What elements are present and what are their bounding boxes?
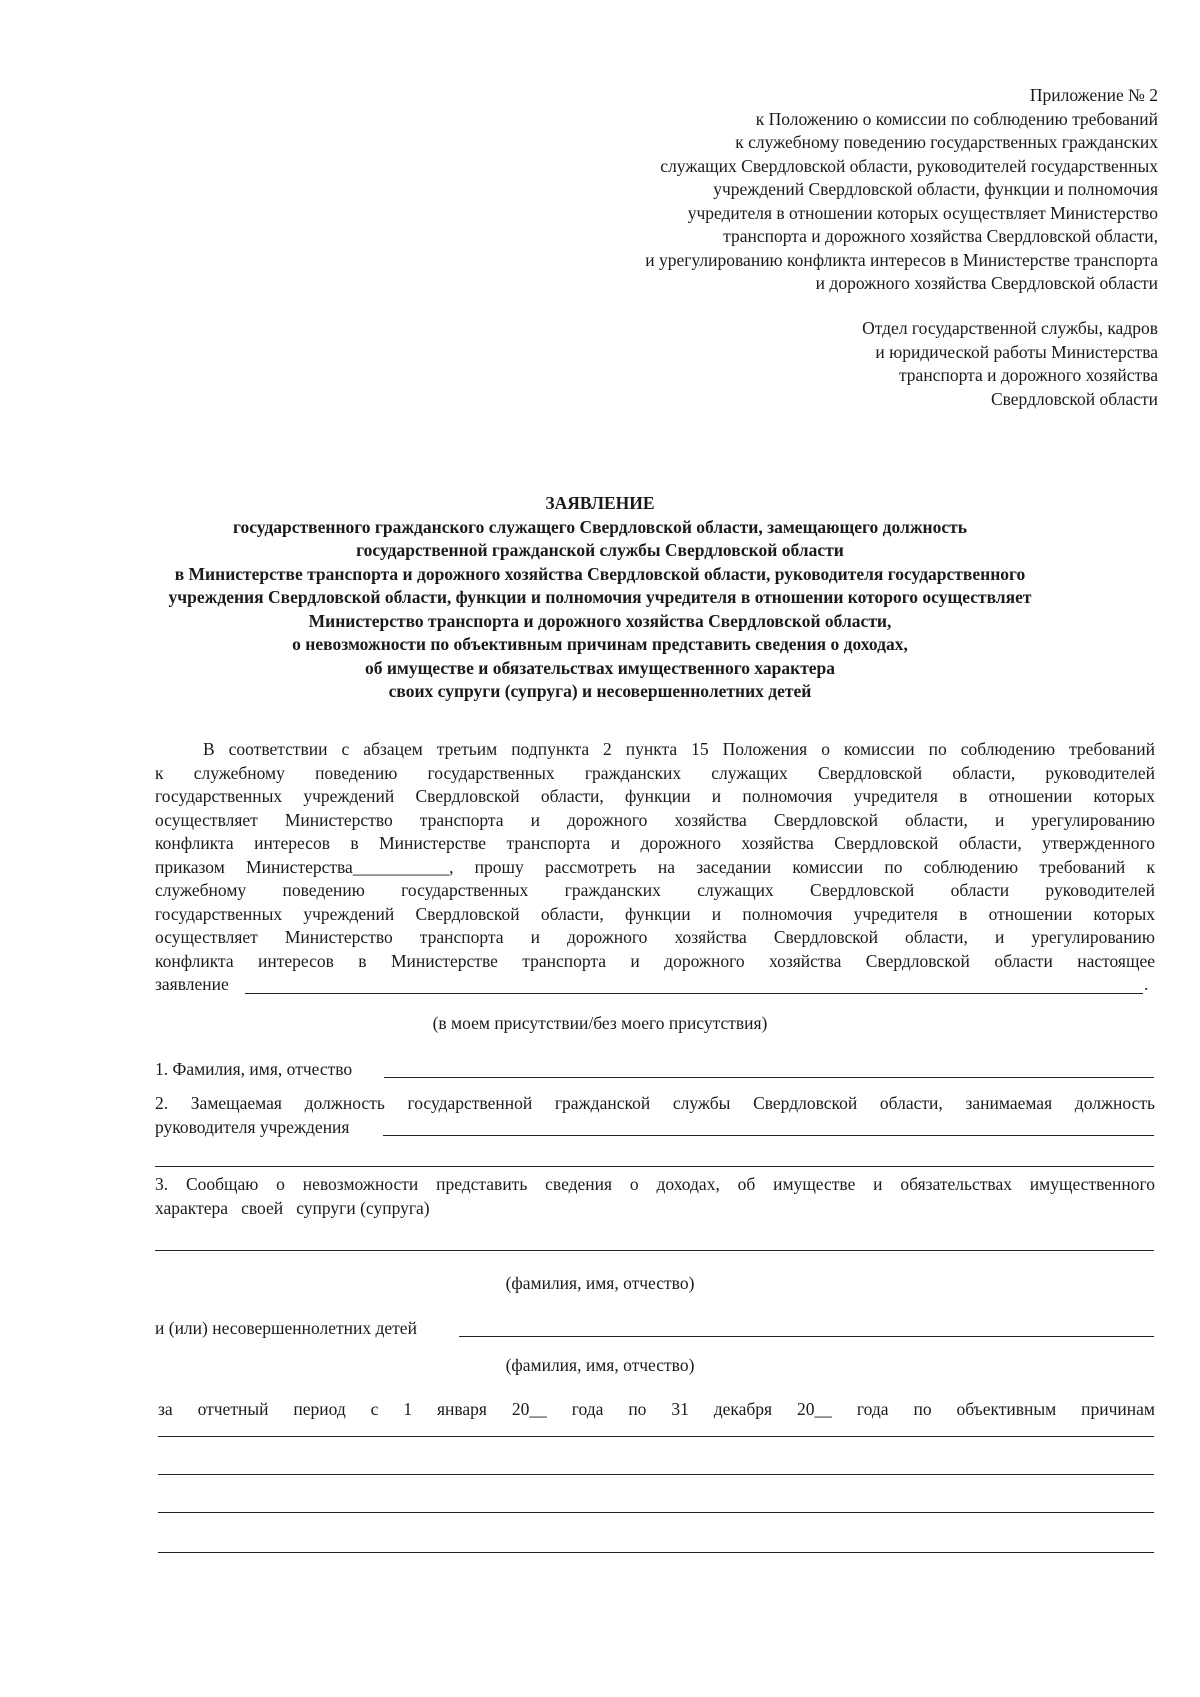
title-heading: ЗАЯВЛЕНИЕ [545,493,655,513]
period-word: причинам [1081,1399,1155,1419]
item1-label: 1. Фамилия, имя, отчество [155,1059,353,1079]
appendix-line: транспорта и дорожного хозяйства Свердловской области, [723,226,1158,246]
appendix-line: и дорожного хозяйства Свердловской области [815,273,1158,293]
presence-caption: (в моем присутствии/без моего присутствия) [432,1013,768,1033]
addressee-line: Свердловской области [990,388,1158,409]
period-word: по [913,1399,932,1419]
body-line: конфликта интересов в Министерстве транспорта и дорожного хозяйства Свердловской области, утвержденного [155,833,1155,853]
body-line: приказом Министерства___________, прошу рассмотреть на заседании комиссии по соблюдению требований к [155,856,1155,877]
addressee-line: Отдел государственной службы, кадров [862,318,1158,338]
children-label: и (или) несовершеннолетних детей [155,1318,417,1338]
presence-choice-field[interactable] [245,993,1143,994]
period-word: декабря [713,1399,773,1419]
addressee-block [862,317,1158,411]
period-word: за [158,1399,173,1419]
body-line: к служебному поведению государственных гражданских служащих Свердловской области, руководителей [155,762,1155,783]
period-word: года [856,1399,889,1419]
reasons-line[interactable] [158,1552,1154,1553]
period-word: отчетный [197,1399,269,1419]
children-name-field[interactable] [459,1336,1154,1337]
statement-label: заявление [155,974,229,994]
title-line: в Министерстве транспорта и дорожного хозяйства Свердловской области, руководителя государственного [174,563,1026,584]
period-word: 31 [671,1399,689,1419]
item2-line1 [155,1092,1155,1116]
period-start-year[interactable]: 20__ [511,1399,547,1419]
title-line: своих супруги (супруга) и несовершеннолетних детей [388,681,812,701]
period-end-year[interactable]: 20__ [797,1399,832,1419]
appendix-line: к служебному поведению государственных гражданских [735,132,1158,152]
body-line: осуществляет Министерство транспорта и дорожного хозяйства Свердловской области, и урегулированию [155,927,1155,947]
children-fio-caption: (фамилия, имя, отчество) [505,1355,695,1375]
position-field[interactable] [383,1135,1154,1136]
reasons-line[interactable] [158,1474,1154,1475]
appendix-line: служащих Свердловской области, руководителей государственных [660,155,1158,176]
spouse-name-field[interactable] [155,1250,1154,1251]
reasons-line[interactable] [158,1512,1154,1513]
title-line: об имуществе и обязательствах имущественного характера [364,657,836,678]
title-line: Министерство транспорта и дорожного хозяйства Свердловской области, [308,610,892,631]
addressee-line: и юридической работы Министерства [875,341,1158,362]
appendix-header [645,84,1158,296]
body-line: государственных учреждений Свердловской области, функции и полномочия учредителя в отношении которых [155,903,1155,924]
title-line: учреждения Свердловской области, функции и полномочия учредителя в отношении которого осуществляет [168,587,1032,607]
period-word: 1 [403,1399,413,1419]
appendix-line: учреждений Свердловской области, функции и полномочия [713,179,1158,199]
period-line [158,1398,1155,1422]
period-word: период [293,1399,346,1419]
period-word: по [628,1399,647,1419]
title-line: государственной гражданской службы Свердловской области [356,540,844,560]
body-line: конфликта интересов в Министерстве транспорта и дорожного хозяйства Свердловской области настоящее [155,950,1155,971]
period-word: года [571,1399,604,1419]
appendix-line: к Положению о комиссии по соблюдению требований [755,108,1158,129]
statement-end-period: . [1144,974,1149,994]
item2-label: руководителя учреждения [155,1117,350,1137]
appendix-line: учредителя в отношении которых осуществляет Министерство [687,202,1158,223]
title-line: о невозможности по объективным причинам представить сведения о доходах, [292,634,908,654]
reasons-line[interactable] [158,1436,1154,1437]
body-line: В соответствии с абзацем третьим подпункта 2 пункта 15 Положения о комиссии по соблюдению требований [203,739,1155,759]
period-word: января [436,1399,487,1419]
item3-line2: характера своей супруги (супруга) [155,1198,430,1218]
item3-text: 3. Сообщаю о невозможности представить сведения о доходах, об имуществе и обязательствах имущественного [155,1174,1155,1194]
body-line: государственных учреждений Свердловской области, функции и полномочия учредителя в отношении которых [155,786,1155,806]
full-name-field[interactable] [384,1077,1154,1078]
statement-title [40,492,1160,704]
body-line: служебному поведению государственных гражданских служащих Свердловской области руководителей [155,880,1155,900]
period-word: объективным [956,1399,1057,1419]
appendix-line: и урегулированию конфликта интересов в Министерстве транспорта [645,249,1158,270]
appendix-line: Приложение № 2 [1029,85,1158,105]
body-line: осуществляет Министерство транспорта и дорожного хозяйства Свердловской области, и урегулированию [155,809,1155,830]
item2-text: 2. Замещаемая должность государственной гражданской службы Свердловской области, занимаемая должность [155,1093,1155,1113]
spouse-fio-caption: (фамилия, имя, отчество) [505,1273,695,1293]
position-field-continued[interactable] [155,1166,1154,1167]
addressee-line: транспорта и дорожного хозяйства [898,365,1158,385]
item3-line1 [155,1173,1155,1197]
period-word: с [370,1399,379,1419]
statement-body [155,738,1155,973]
title-line: государственного гражданского служащего Свердловской области, замещающего должность [233,516,967,537]
